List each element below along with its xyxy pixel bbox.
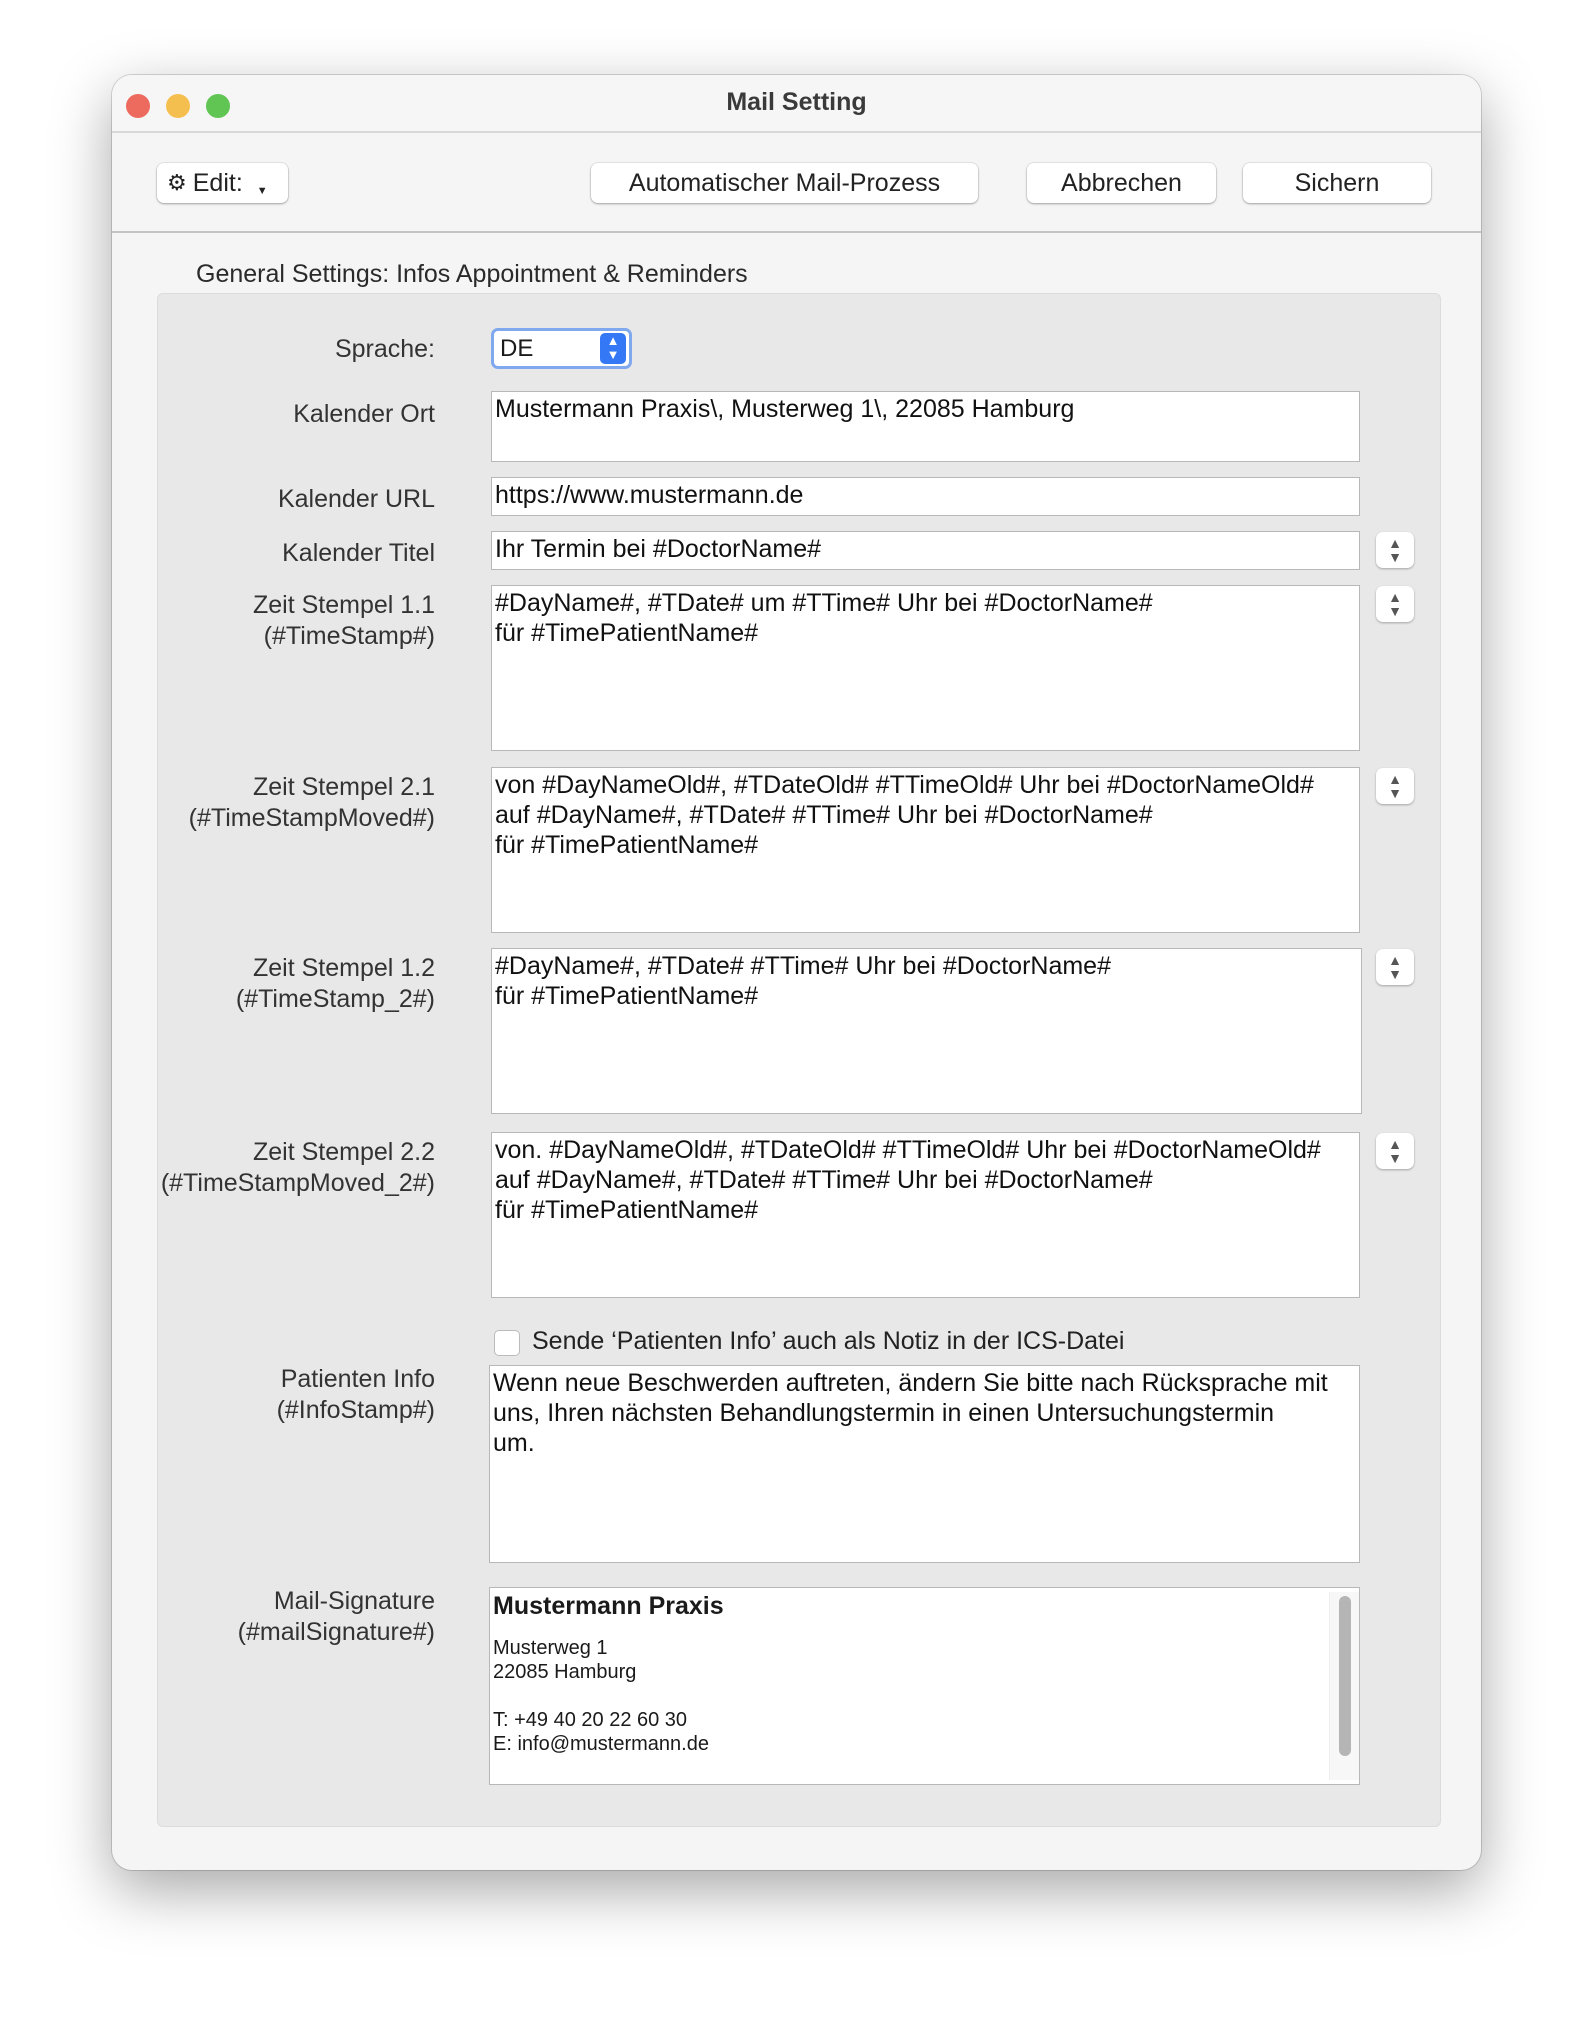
patient-info-textarea[interactable]: Wenn neue Beschwerden auftreten, ändern Sie bitte nach Rücksprache mit uns, Ihren nächsten Behandlungstermin in einen Untersuchungstermin um. xyxy=(489,1365,1360,1563)
select-arrows-icon: ▲ ▼ xyxy=(600,333,626,364)
ts12-label: Zeit Stempel 1.2 (#TimeStamp_2#) xyxy=(235,954,435,1013)
language-select[interactable] xyxy=(491,328,632,369)
dropdown-arrow-icon: ▼ xyxy=(256,185,268,197)
ts12-textarea[interactable]: #DayName#, #TDate# #TTime# Uhr bei #DoctorName# für #TimePatientName# xyxy=(491,948,1362,1114)
signature-body: Musterweg 1 22085 Hamburg T: +49 40 20 22 60 30 E: info@mustermann.de xyxy=(493,1637,709,1755)
gear-icon: ⚙ xyxy=(167,170,187,195)
calendar-url-field[interactable]: https://www.mustermann.de xyxy=(491,477,1360,516)
language-label: Sprache: xyxy=(334,335,435,363)
window-title: Mail Setting xyxy=(726,88,867,116)
edit-label: Edit: xyxy=(192,168,243,197)
ts22-label: Zeit Stempel 2.2 (#TimeStampMoved_2#) xyxy=(160,1138,435,1197)
calendar-url-label: Kalender URL xyxy=(277,485,435,513)
mail-setting-window xyxy=(112,75,1481,1870)
ts21-label: Zeit Stempel 2.1 (#TimeStampMoved#) xyxy=(188,773,435,832)
calendar-title-stepper-icon[interactable]: ▲ ▼ xyxy=(1376,532,1414,568)
ts21-textarea[interactable]: von #DayNameOld#, #TDateOld# #TTimeOld# Uhr bei #DoctorNameOld# auf #DayName#, #TDate# #TTime# Uhr bei #DoctorName# für #TimePatientName# xyxy=(491,767,1360,933)
signature-name: Mustermann Praxis xyxy=(493,1592,724,1620)
settings-group xyxy=(157,293,1441,1827)
calendar-location-field[interactable]: Mustermann Praxis\, Musterweg 1\, 22085 Hamburg xyxy=(491,391,1360,462)
ts11-stepper-icon[interactable]: ▲ ▼ xyxy=(1376,586,1414,622)
edit-menu-button[interactable] xyxy=(157,163,288,203)
auto-mail-process-button[interactable]: Automatischer Mail-Prozess xyxy=(591,163,978,203)
scrollbar-thumb[interactable] xyxy=(1339,1596,1351,1756)
language-value: DE xyxy=(500,335,534,362)
ts22-stepper-icon[interactable]: ▲ ▼ xyxy=(1376,1133,1414,1169)
cancel-button[interactable]: Abbrechen xyxy=(1027,163,1216,203)
signature-scrollbar[interactable] xyxy=(1329,1592,1359,1780)
ts21-stepper-icon[interactable]: ▲ ▼ xyxy=(1376,768,1414,804)
patient-info-label: Patienten Info (#InfoStamp#) xyxy=(276,1365,435,1424)
ics-checkbox[interactable] xyxy=(494,1330,520,1356)
signature-label: Mail-Signature (#mailSignature#) xyxy=(237,1587,435,1646)
calendar-location-label: Kalender Ort xyxy=(293,400,435,428)
title-bar xyxy=(112,75,1481,133)
toolbar-divider xyxy=(112,231,1481,233)
save-button[interactable]: Sichern xyxy=(1243,163,1431,203)
signature-editor[interactable] xyxy=(489,1587,1360,1785)
ics-checkbox-label: Sende ‘Patienten Info’ auch als Notiz in der ICS-Datei xyxy=(532,1327,1125,1355)
ts12-stepper-icon[interactable]: ▲ ▼ xyxy=(1376,949,1414,985)
section-title: General Settings: Infos Appointment & Reminders xyxy=(196,260,748,288)
ts11-label: Zeit Stempel 1.1 (#TimeStamp#) xyxy=(252,591,435,650)
calendar-title-field[interactable]: Ihr Termin bei #DoctorName# xyxy=(491,531,1360,570)
calendar-title-label: Kalender Titel xyxy=(282,539,435,567)
ts22-textarea[interactable]: von. #DayNameOld#, #TDateOld# #TTimeOld# Uhr bei #DoctorNameOld# auf #DayName#, #TDate# #TTime# Uhr bei #DoctorName# für #TimePatientName# xyxy=(491,1132,1360,1298)
ts11-textarea[interactable]: #DayName#, #TDate# um #TTime# Uhr bei #DoctorName# für #TimePatientName# xyxy=(491,585,1360,751)
